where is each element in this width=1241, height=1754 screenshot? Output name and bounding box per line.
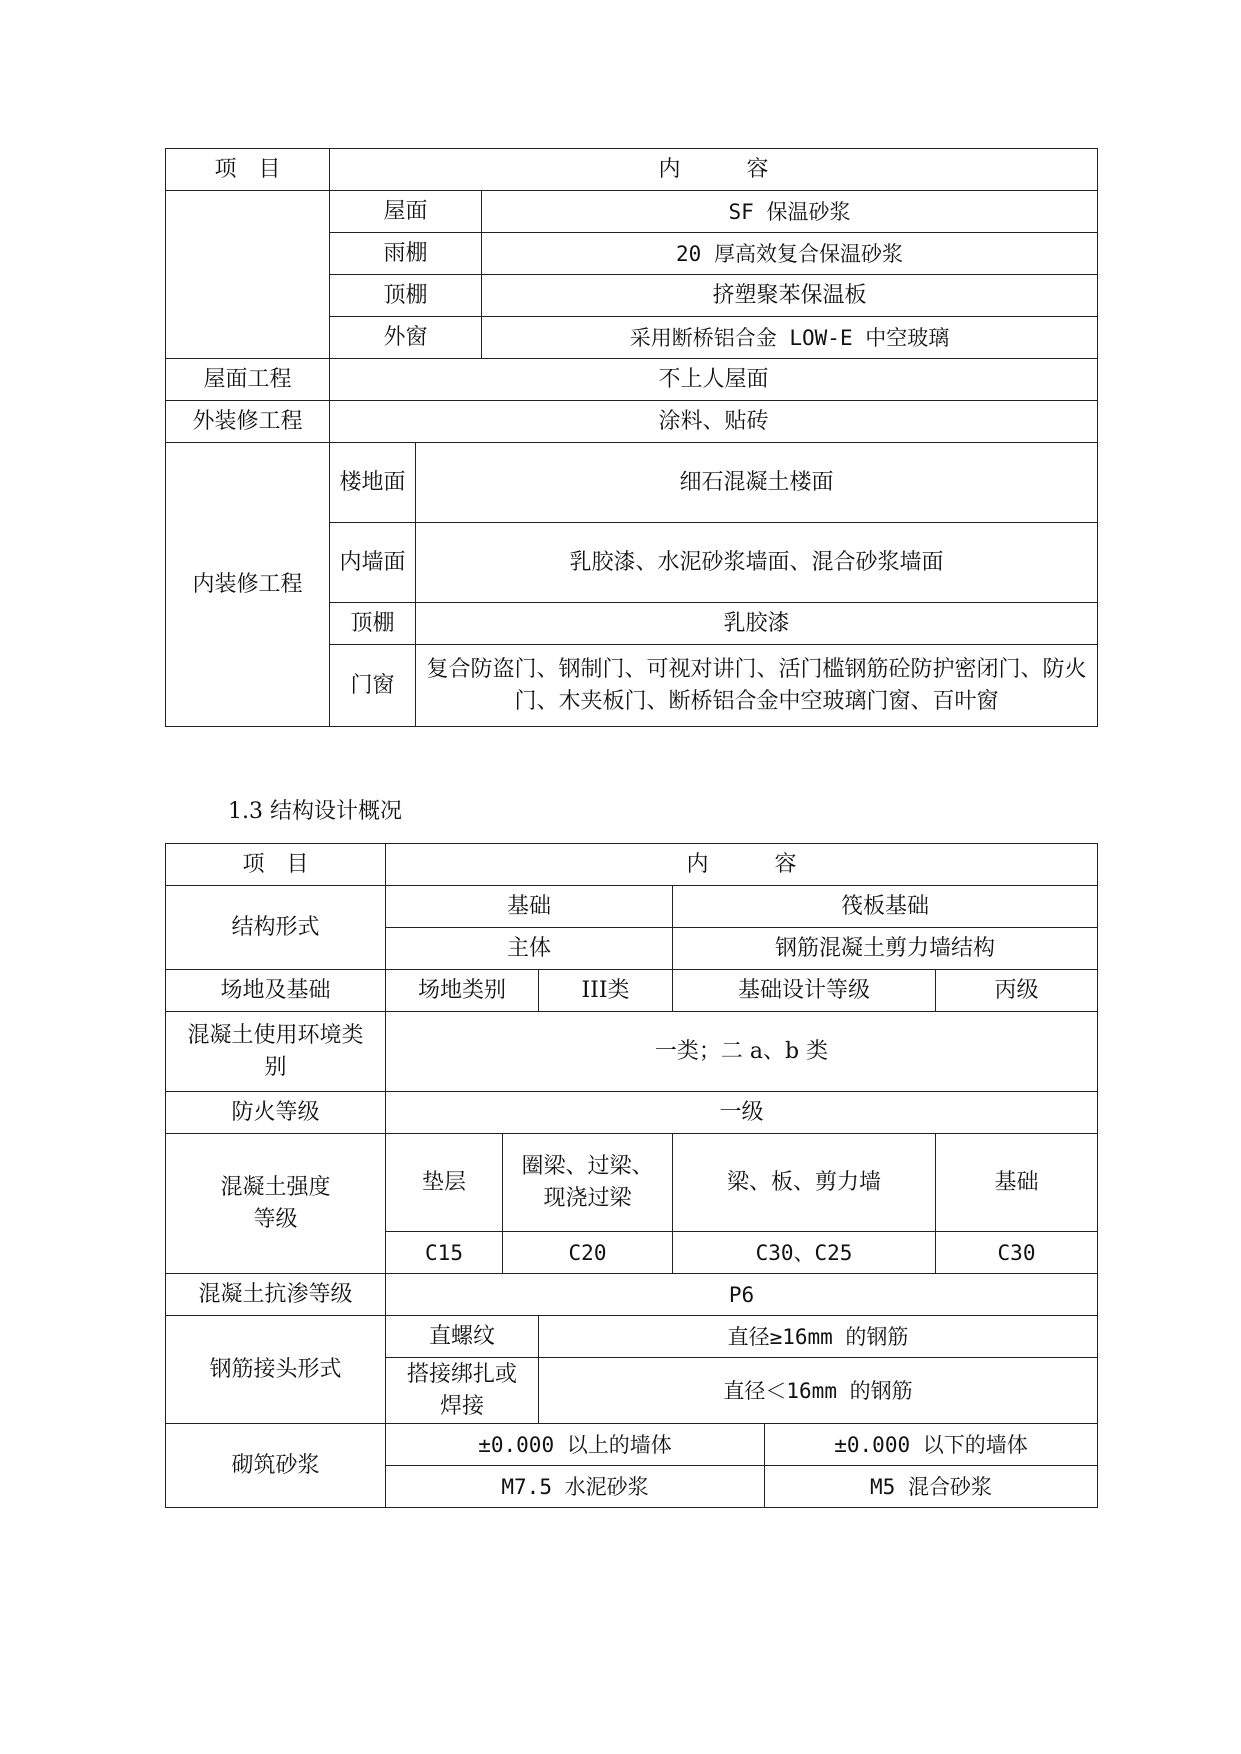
section-title: 1.3 结构设计概况 [228,799,402,824]
rebar-r2-value: 直径＜16mm 的钢筋 [539,1358,1098,1424]
rebar-r1-value: 直径≥16mm 的钢筋 [539,1316,1098,1358]
structure-design-table [165,843,1098,1508]
interior-value: 复合防盗门、钢制门、可视对讲门、活门槛钢筋砼防护密闭门、防火门、木夹板门、断桥铝合金中空玻璃门窗、百叶窗 [416,645,1098,727]
interior-part: 内墙面 [330,523,416,603]
interior-value: 乳胶漆、水泥砂浆墙面、混合砂浆墙面 [416,523,1098,603]
strength-val: C20 [503,1232,673,1274]
mortar-below-label: ±0.000 以下的墙体 [765,1424,1098,1466]
mortar-above-value: M7.5 水泥砂浆 [386,1466,765,1508]
foundation-label: 基础 [386,886,673,928]
grade-label: 基础设计等级 [673,970,936,1012]
form-label: 结构形式 [166,886,386,970]
strength-col: 梁、板、剪力墙 [673,1134,936,1232]
mortar-below-value: M5 混合砂浆 [765,1466,1098,1508]
roof-value: 不上人屋面 [330,359,1098,401]
seepage-value: P6 [386,1274,1098,1316]
environment-value: 一类；二 a、b 类 [386,1012,1098,1092]
insulation-value: 挤塑聚苯保温板 [482,275,1098,317]
header-content: 内 容 [386,844,1098,886]
interior-value: 细石混凝土楼面 [416,443,1098,523]
seepage-label: 混凝土抗渗等级 [166,1274,386,1316]
mortar-label: 砌筑砂浆 [166,1424,386,1508]
strength-val: C30 [936,1232,1098,1274]
interior-part: 门窗 [330,645,416,727]
site-class-label: 场地类别 [386,970,539,1012]
insulation-part: 雨棚 [330,233,482,275]
interior-part: 顶棚 [330,603,416,645]
rebar-r1-label: 直螺纹 [386,1316,539,1358]
strength-val: C30、C25 [673,1232,936,1274]
building-design-table [165,148,1098,727]
header-item: 项 目 [166,149,330,191]
interior-label: 内装修工程 [166,443,330,727]
exterior-label: 外装修工程 [166,401,330,443]
mortar-above-label: ±0.000 以上的墙体 [386,1424,765,1466]
site-class-value: III类 [539,970,673,1012]
insulation-value: 20 厚高效复合保温砂浆 [482,233,1098,275]
insulation-value: 采用断桥铝合金 LOW-E 中空玻璃 [482,317,1098,359]
insulation-part: 顶棚 [330,275,482,317]
rebar-label: 钢筋接头形式 [166,1316,386,1424]
main-label: 主体 [386,928,673,970]
interior-part: 楼地面 [330,443,416,523]
header-content: 内 容 [330,149,1098,191]
interior-value: 乳胶漆 [416,603,1098,645]
main-value: 钢筋混凝土剪力墙结构 [673,928,1098,970]
insulation-part: 外窗 [330,317,482,359]
insulation-value: SF 保温砂浆 [482,191,1098,233]
strength-col: 垫层 [386,1134,503,1232]
roof-label: 屋面工程 [166,359,330,401]
foundation-value: 筏板基础 [673,886,1098,928]
exterior-value: 涂料、贴砖 [330,401,1098,443]
site-label: 场地及基础 [166,970,386,1012]
fire-value: 一级 [386,1092,1098,1134]
environment-label: 混凝土使用环境类别 [166,1012,386,1092]
strength-label: 混凝土强度等级 [166,1134,386,1274]
header-item: 项 目 [166,844,386,886]
grade-value: 丙级 [936,970,1098,1012]
insulation-part: 屋面 [330,191,482,233]
strength-col: 基础 [936,1134,1098,1232]
rebar-r2-label: 搭接绑扎或焊接 [386,1358,539,1424]
strength-col: 圈梁、过梁、现浇过梁 [503,1134,673,1232]
fire-label: 防火等级 [166,1092,386,1134]
strength-val: C15 [386,1232,503,1274]
insulation-label-empty [166,191,330,359]
